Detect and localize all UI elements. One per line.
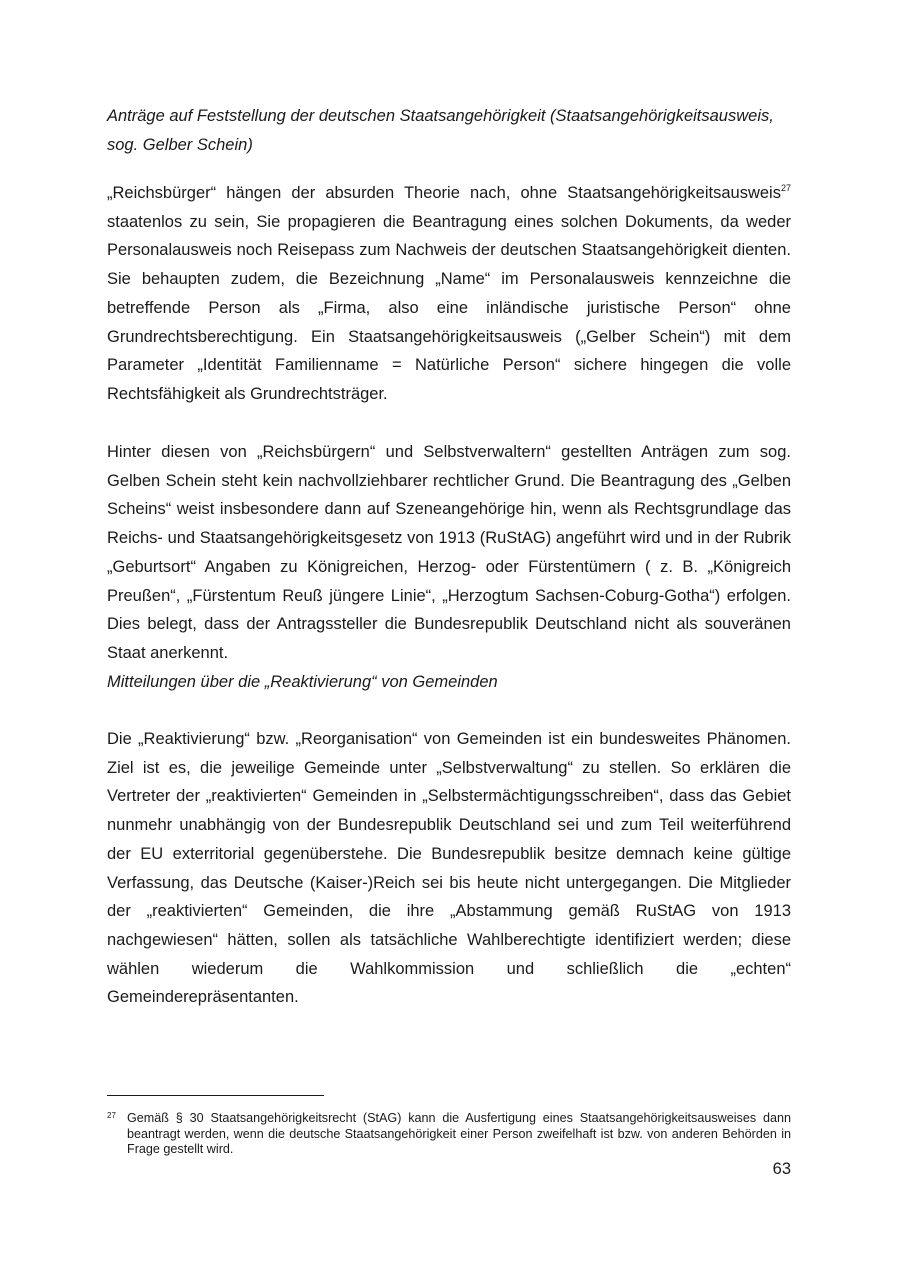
paragraph-reaktivierung-gemeinden: Die „Reaktivierung“ bzw. „Reorganisation“ von Gemeinden ist ein bundesweites Phänomen. Ziel ist es, die jeweilige Gemeinde unter „Selbstverwaltung“ zu stellen. So erklären die Vertreter der „reaktivierten“ Gemeinden in „Selbstermächtigungsschreiben“, dass das Gebiet nunmehr unabhängig von der Bundesrepublik Deutschland sei und zum Teil weiterführend der EU exterritorial gegenüberstehe. Die Bundesrepublik besitze demnach keine gültige Verfassung, das Deutsche (Kaiser-)Reich sei bis heute nicht untergegangen. Die Mitglieder der „reaktivierten“ Gemeinden, die ihre „Abstammung gemäß RuStAG von 1913 nachgewiesen“ hätten, sollen als tatsächliche Wahlberechtigte identifiziert werden; diese wählen wiederum die Wahlkommission und schließlich die „echten“ Gemeinderepräsentanten. bbox=[107, 730, 791, 1007]
footnote-reference[interactable]: 27 bbox=[780, 183, 791, 193]
footnote-number: 27 bbox=[107, 1111, 116, 1120]
footnote-separator bbox=[107, 1095, 324, 1096]
paragraph-text-start: „Reichsbürger“ hängen der absurden Theorie nach, ohne Staatsangehörigkeitsausweis bbox=[107, 184, 781, 202]
paragraph-gelber-schein-antraege: Hinter diesen von „Reichsbürgern“ und Selbstverwaltern“ gestellten Anträgen zum sog. Gelben Schein steht kein nachvollziehbarer rechtlicher Grund. Die Beantragung des „Gelben Scheins“ weist insbesondere dann auf Szeneangehörige hin, wenn als Rechtsgrundlage das Reichs- und Staatsangehörigkeitsgesetz von 1913 (RuStAG) angeführt wird und in der Rubrik „Geburtsort“ Angaben zu Königreichen, Herzog- oder Fürstentümern ( z. B. „Königreich Preußen“, „Fürstentum Reuß jüngere Linie“, „Herzogtum Sachsen-Coburg-Gotha“) erfolgen. Dies belegt, dass der Antragssteller die Bundesrepublik Deutschland nicht als souveränen Staat anerkennt. bbox=[107, 443, 791, 662]
page-number: 63 bbox=[772, 1160, 791, 1178]
footnote-text: Gemäß § 30 Staatsangehörigkeitsrecht (StAG) kann die Ausfertigung eines Staatsangehörigkeitsausweises dann beantragt werden, wenn die deutsche Staatsangehörigkeit einer Person zweifelhaft ist bzw. von anderen Behörden in Frage gestellt wird. bbox=[127, 1111, 791, 1156]
footnote bbox=[107, 1111, 791, 1158]
section-heading-staatsangehoerigkeitsausweis: Anträge auf Feststellung der deutschen Staatsangehörigkeit (Staatsangehörigkeitsausweis, sog. Gelber Schein) bbox=[107, 107, 774, 154]
paragraph-reichsbuerger-theory bbox=[107, 179, 791, 409]
section-heading-reaktivierung: Mitteilungen über die „Reaktivierung“ von Gemeinden bbox=[107, 673, 498, 691]
document-page bbox=[107, 0, 791, 1272]
paragraph-text-end: staatenlos zu sein, Sie propagieren die Beantragung eines solchen Dokuments, da weder Personalausweis noch Reisepass zum Nachweis der deutschen Staatsangehörigkeit dienten. Sie behaupten zudem, die Bezeichnung „Name“ im Personalausweis kennzeichne die betreffende Person als „Firma, also eine inländische juristische Person“ ohne Grundrechtsberechtigung. Ein Staatsangehörigkeitsausweis („Gelber Schein“) mit dem Parameter „Identität Familienname = Natürliche Person“ sichere hingegen die volle Rechtsfähigkeit als Grundrechtsträger. bbox=[107, 212, 791, 403]
